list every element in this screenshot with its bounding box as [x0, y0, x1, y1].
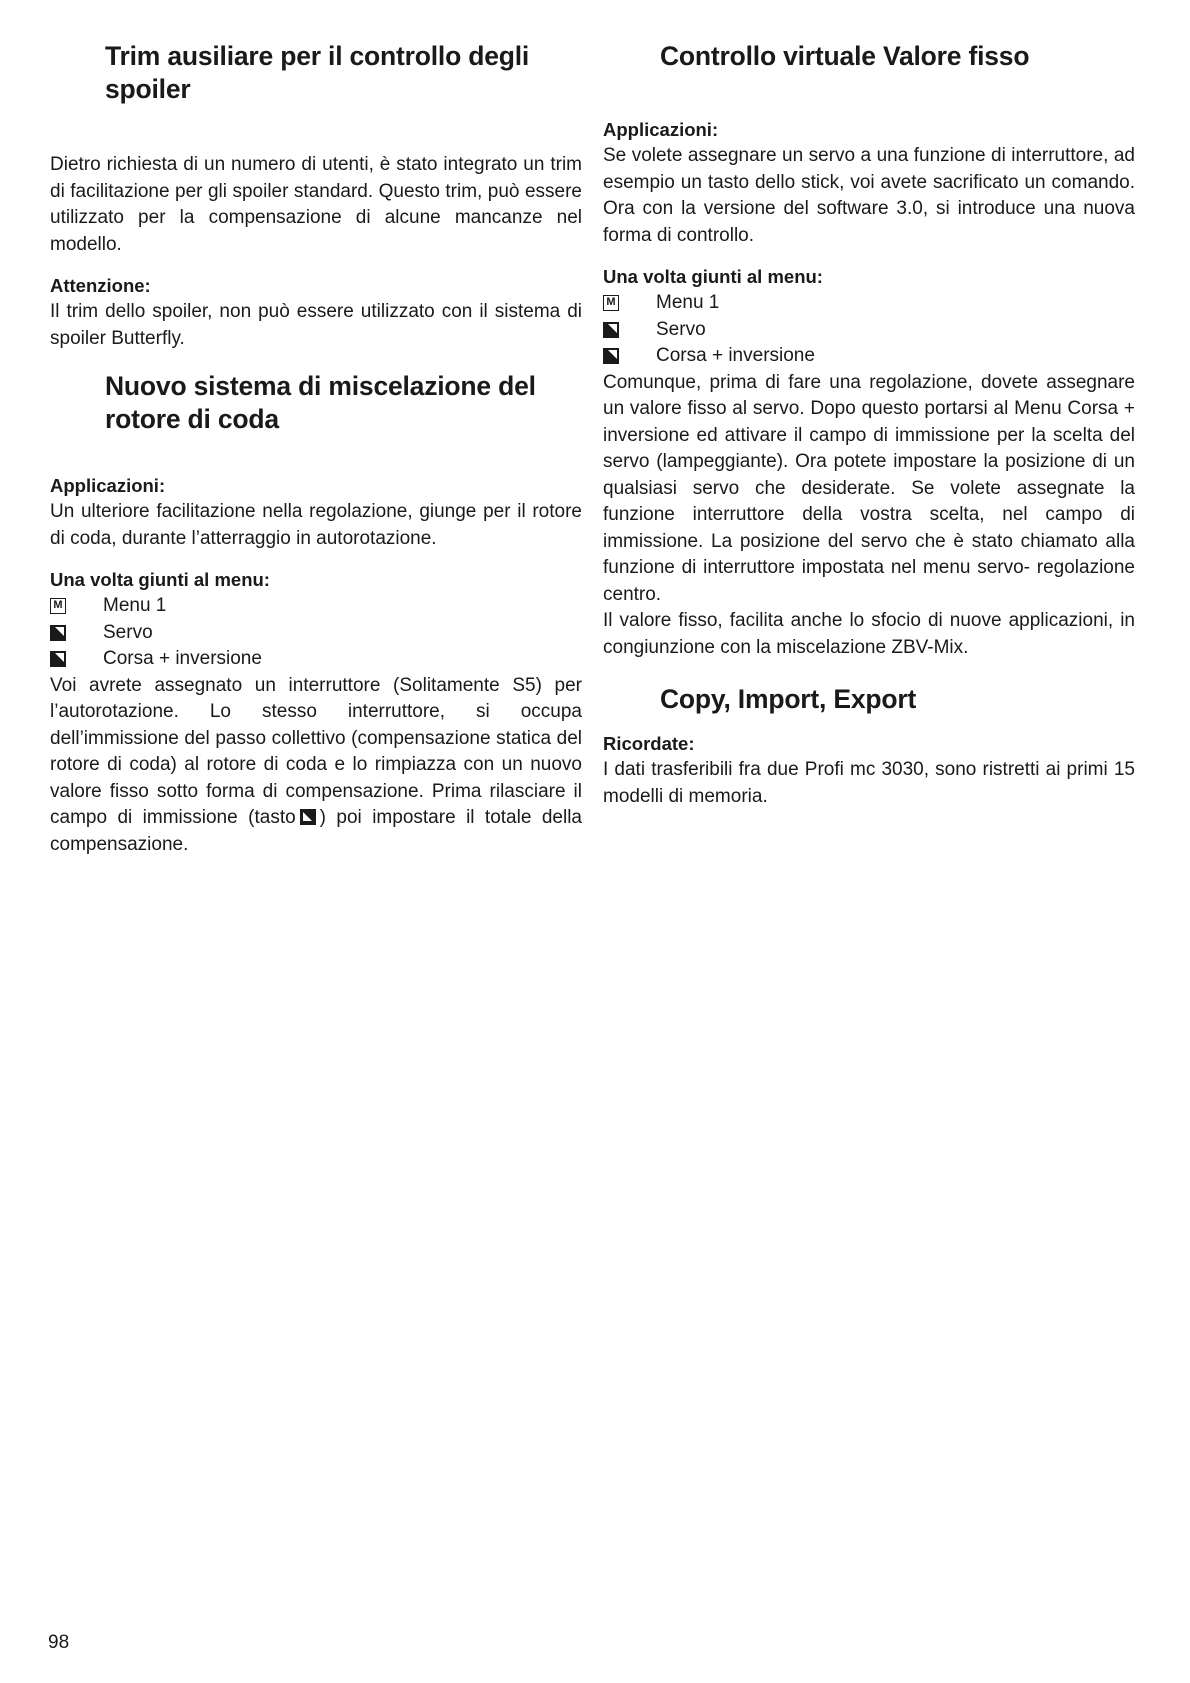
virtual-heading: Controllo virtuale Valore fisso [660, 41, 1030, 71]
menu-item-label: Menu 1 [103, 595, 167, 616]
menu-item-label: Corsa + inversione [103, 648, 262, 669]
left-column [50, 40, 582, 858]
virtual-app-label: Applicazioni: [603, 119, 719, 140]
copy-heading: Copy, Import, Export [660, 684, 917, 714]
menu-m-icon: M [50, 598, 66, 614]
menu-item [603, 290, 1135, 317]
tail-menu-label: Una volta giunti al menu: [50, 569, 270, 590]
menu-item [603, 343, 1135, 370]
copy-note-label: Ricordate: [603, 733, 695, 754]
enter-key-icon [50, 625, 66, 641]
key-icon [300, 809, 316, 825]
enter-key-icon [603, 348, 619, 364]
copy-note-text: I dati trasferibili fra due Profi mc 3030, sono ristretti ai primi 15 modelli di memoria. [603, 759, 1135, 807]
menu-item-label: Corsa + inversione [656, 345, 815, 366]
menu-item-label: Menu 1 [656, 292, 720, 313]
virtual-app-text: Se volete assegnare un servo a una funzione di interruttore, ad esempio un tasto dello stick, voi avete sacrificato un comando. Ora con la versione del software 3.0, si introduce una nuova forma di controllo. [603, 145, 1135, 246]
menu-m-icon: M [603, 295, 619, 311]
menu-item-label: Servo [656, 318, 706, 340]
trim-intro: Dietro richiesta di un numero di utenti, è stato integrato un trim di facilitazione per gli spoiler standard. Questo trim, può essere utilizzato per la compensazione di alcune mancanze nel modello. [50, 154, 582, 255]
trim-note-text: Il trim dello spoiler, non può essere utilizzato con il sistema di spoiler Butterfly. [50, 301, 582, 349]
right-column [603, 40, 1135, 810]
tail-app-text: Un ulteriore facilitazione nella regolazione, giunge per il rotore di coda, durante l’atterraggio in autorotazione. [50, 501, 582, 549]
tail-body-main: Voi avrete assegnato un interruttore (Solitamente S5) per l’autorotazione. Lo stesso interruttore, si occupa dell’immissione del passo collettivo (compensazione statica del rotore di coda) al rotore di coda e lo rimpiazza con un nuovo valore fisso sotto forma di compensazione. Prima rilasciare il campo di immissione [50, 674, 582, 828]
trim-note-label: Attenzione: [50, 275, 151, 296]
trim-heading: Trim ausiliare per il controllo degli spoiler [105, 41, 530, 104]
menu-item [603, 317, 1135, 344]
tail-body-text [50, 673, 582, 859]
tail-body-after-key: ) poi impostare il totale della compensazione. [50, 807, 582, 855]
virtual-body-text: Comunque, prima di fare una regolazione, dovete assegnare un valore fisso al servo. Dopo questo portarsi al Menu Corsa + inversione ed attivare il campo di immissione per la scelta del servo (lampeggiante). Ora potete impostare la posizione di un qualsiasi servo che desiderate. Se volete assegnate la funzione interruttore della vostra scelta, nel campo di immissione. La posizione del servo che è stato chiamato alla funzione di interruttore impostata nel menu servo- regolazione centro. [603, 371, 1135, 605]
menu-item [50, 620, 582, 647]
menu-item [50, 593, 582, 620]
menu-item-label: Servo [103, 621, 153, 643]
virtual-menu-label: Una volta giunti al menu: [603, 266, 823, 287]
tail-body-before-key: (tasto [248, 807, 296, 828]
tail-heading: Nuovo sistema di miscelazione del rotore di coda [105, 371, 536, 434]
page-number: 98 [48, 1632, 70, 1653]
menu-item [50, 646, 582, 673]
enter-key-icon [50, 651, 66, 667]
enter-key-icon [603, 322, 619, 338]
virtual-body-text-2: Il valore fisso, facilita anche lo sfocio di nuove applicazioni, in congiunzione con la miscelazione ZBV-Mix. [603, 610, 1135, 658]
tail-app-label: Applicazioni: [50, 475, 166, 496]
